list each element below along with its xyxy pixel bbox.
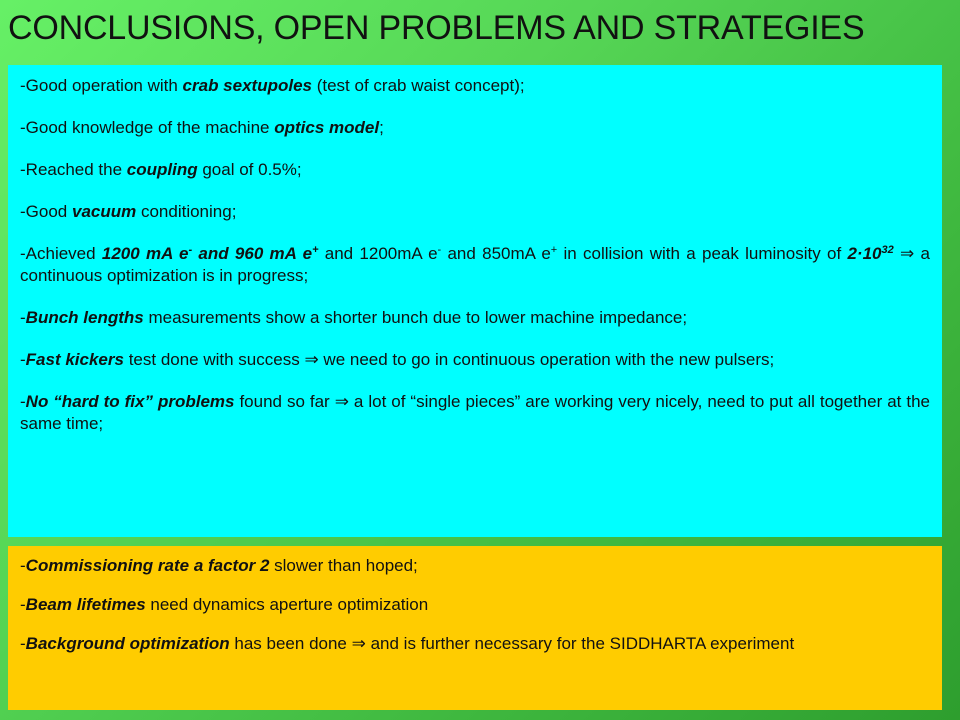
item-text: - [20, 308, 26, 327]
charge-superscript: + [312, 244, 319, 256]
item-emphasis: Bunch lengths [25, 308, 144, 327]
problem-item-commissioning-rate [20, 555, 930, 577]
conclusion-item-crab-sextupoles [20, 75, 930, 97]
item-text: goal of 0.5%; [197, 160, 302, 179]
item-emphasis: optics model [274, 118, 380, 137]
item-text: conditioning; [136, 202, 237, 221]
slide-title: CONCLUSIONS, OPEN PROBLEMS AND STRATEGIES [8, 9, 865, 47]
item-text: found so far ⇒ a lot of “single pieces” are working very nicely, need to put all together at the same time; [20, 392, 930, 433]
item-text: -Achieved [20, 244, 102, 263]
open-problems-panel [8, 546, 942, 710]
item-text: measurements show a shorter bunch due to lower machine impedance; [143, 308, 688, 327]
item-text: in collision with a peak luminosity of [557, 244, 848, 263]
item-text: - [20, 634, 26, 653]
conclusion-item-bunch-lengths [20, 307, 930, 329]
item-text: ⇒ a continuous optimization is in progress; [20, 244, 930, 285]
charge-superscript: + [550, 244, 558, 256]
item-emphasis: 1200 mA e [101, 244, 189, 263]
item-emphasis: vacuum [71, 202, 137, 221]
conclusion-item-vacuum [20, 201, 930, 223]
item-emphasis: Background optimization [25, 634, 230, 653]
conclusion-item-no-hard-problems [20, 391, 930, 435]
item-text: -Reached the [20, 160, 127, 179]
problem-item-beam-lifetimes [20, 594, 930, 616]
item-text: ; [379, 118, 384, 137]
item-text: - [20, 556, 26, 575]
item-emphasis: Beam lifetimes [25, 595, 146, 614]
item-text: -Good [20, 202, 72, 221]
problem-item-background-optimization [20, 633, 930, 655]
charge-superscript: - [188, 244, 193, 256]
item-emphasis: coupling [126, 160, 198, 179]
conclusion-item-optics-model [20, 117, 930, 139]
item-text: -Good knowledge of the machine [20, 118, 275, 137]
luminosity-value: 2·10 [847, 244, 882, 263]
exponent-superscript: 32 [881, 244, 894, 256]
item-text: (test of crab waist concept); [312, 76, 525, 95]
conclusion-item-currents-luminosity [20, 243, 930, 287]
item-text: need dynamics aperture optimization [145, 595, 429, 614]
conclusion-item-coupling [20, 159, 930, 181]
item-text: has been done ⇒ and is further necessary for the SIDDHARTA experiment [229, 634, 795, 653]
conclusion-item-fast-kickers [20, 349, 930, 371]
charge-superscript: - [437, 244, 442, 256]
conclusions-panel [8, 65, 942, 537]
item-emphasis: crab sextupoles [182, 76, 312, 95]
item-text: and 850mA e [441, 244, 551, 263]
item-emphasis: Commissioning rate a factor 2 [25, 556, 270, 575]
item-emphasis: Fast kickers [25, 350, 124, 369]
item-text: - [20, 595, 26, 614]
item-emphasis: and 960 mA e [192, 244, 313, 263]
item-text: test done with success ⇒ we need to go in continuous operation with the new pulsers; [123, 350, 775, 369]
item-text: - [20, 350, 26, 369]
item-text: -Good operation with [20, 76, 183, 95]
item-emphasis: No “hard to fix” problems [25, 392, 235, 411]
item-text: - [20, 392, 26, 411]
item-text: and 1200mA e [318, 244, 438, 263]
item-text: slower than hoped; [269, 556, 418, 575]
